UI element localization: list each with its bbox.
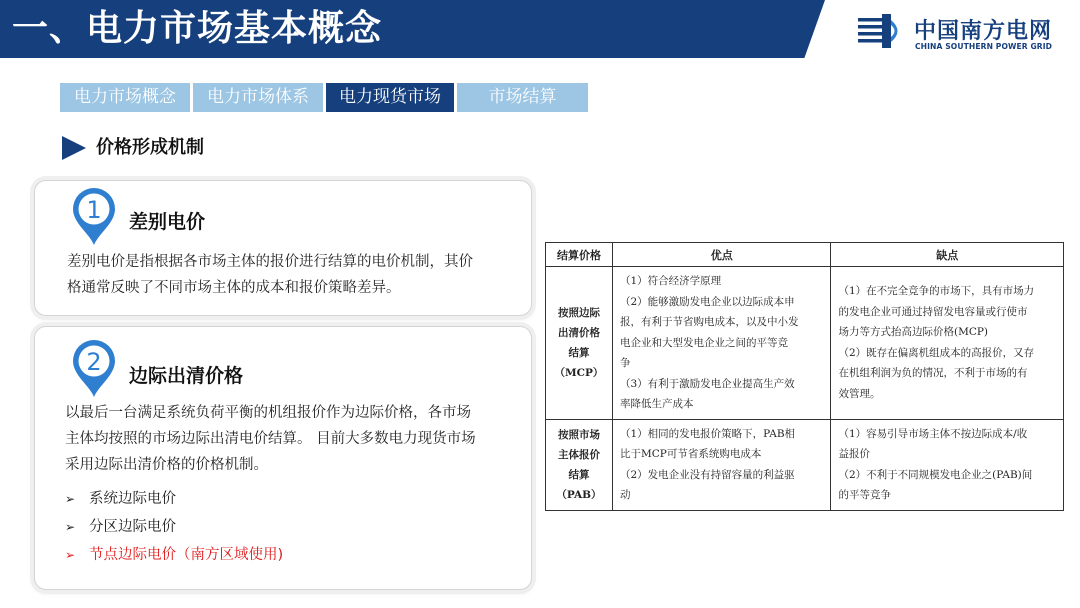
table-cell-cons: （1）容易引导市场主体不按边际成本/收 益报价 （2）不利于不同规模发电企业之(PAB)间 的平等竞争 <box>831 419 1064 510</box>
list-item: ➢ 分区边际电价 <box>65 513 283 541</box>
bullet-arrow-icon: ➢ <box>65 548 76 562</box>
table-header: 优点 <box>612 243 831 267</box>
table-header-row <box>546 243 1064 267</box>
bullet-list <box>65 485 283 569</box>
card-differential-price <box>34 180 532 316</box>
table-row <box>546 267 1064 420</box>
company-logo <box>858 12 1068 52</box>
tab-bar <box>60 83 588 112</box>
map-pin-icon <box>69 187 119 247</box>
page-title: 一、电力市场基本概念 <box>12 8 383 49</box>
bullet-arrow-icon: ➢ <box>65 492 76 506</box>
card-marginal-clearing-price <box>34 326 532 590</box>
tab-spot-market[interactable]: 电力现货市场 <box>326 83 454 112</box>
card-body <box>67 249 473 301</box>
table-row <box>546 419 1064 510</box>
card-number: 2 <box>86 348 102 376</box>
table-cell-pros: （1）相同的发电报价策略下，PAB相 比于MCP可节省系统购电成本 （2）发电企业没有持留容量的利益驱 动 <box>612 419 831 510</box>
tab-market-settlement[interactable]: 市场结算 <box>457 83 588 112</box>
card-title: 差别电价 <box>129 211 206 233</box>
tab-market-system[interactable]: 电力市场体系 <box>193 83 323 112</box>
table-row-label: 按照边际 出清价格 结算 （MCP） <box>546 267 613 420</box>
card-body-line: 格通常反映了不同市场主体的成本和报价策略差异。 <box>67 280 401 296</box>
logo-english-name: CHINA SOUTHERN POWER GRID <box>915 42 1053 51</box>
card-body-line: 主体均按照的市场边际出清电价结算。 目前大多数电力现货市场 <box>65 431 476 447</box>
table-cell-cons: （1）在不完全竞争的市场下，具有市场力 的发电企业可通过持留发电容量或行使市 场力等方式抬高边际价格(MCP) （2）既存在偏离机组成本的高报价，又存 在机组利润为负的情况，不利于市场的有 效管理。 <box>831 267 1064 420</box>
tab-market-concept[interactable]: 电力市场概念 <box>60 83 190 112</box>
logo-chinese-name: 中国南方电网 <box>914 19 1053 44</box>
list-item: ➢ 系统边际电价 <box>65 485 283 513</box>
table-cell-pros: （1）符合经济学原理 （2）能够激励发电企业以边际成本申 报，有利于节省购电成本，以及中小发 电企业和大型发电企业之间的平等竞 争 （3）有利于激励发电企业提高生产效 率降低生产成本 <box>612 267 831 420</box>
arrow-right-icon <box>62 136 86 160</box>
table-header: 缺点 <box>831 243 1064 267</box>
section-title: 价格形成机制 <box>96 137 204 158</box>
bullet-arrow-icon: ➢ <box>65 520 76 534</box>
map-pin-icon <box>69 339 119 399</box>
price-comparison-table <box>545 242 1064 511</box>
table-row-label: 按照市场 主体报价 结算 （PAB） <box>546 419 613 510</box>
card-body-line: 差别电价是指根据各市场主体的报价进行结算的电价机制，其价 <box>67 254 473 270</box>
card-body <box>65 400 476 478</box>
card-body-line: 以最后一台满足系统负荷平衡的机组报价作为边际价格，各市场 <box>65 405 471 421</box>
card-title: 边际出清价格 <box>129 365 244 387</box>
csg-logo-icon <box>858 12 908 50</box>
card-body-line: 采用边际出清价格的价格机制。 <box>65 457 268 473</box>
table-header: 结算价格 <box>546 243 613 267</box>
card-number: 1 <box>86 196 102 224</box>
list-item: ➢ 节点边际电价（南方区域使用) <box>65 541 283 569</box>
